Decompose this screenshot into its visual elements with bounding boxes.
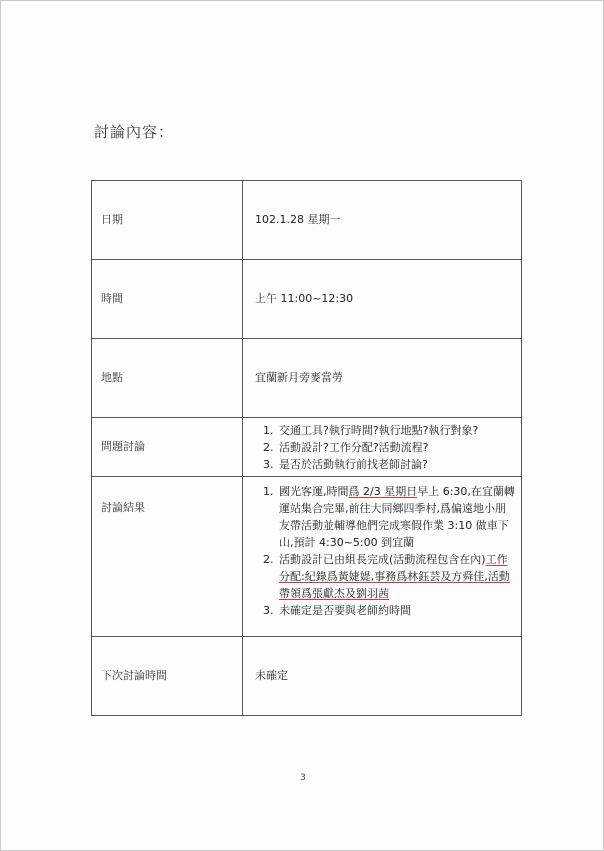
issues-list <box>243 422 521 473</box>
results-list <box>243 483 521 619</box>
place-label: 地點 <box>92 339 243 418</box>
row-issues <box>92 418 522 477</box>
next-discussion-label: 下次討論時間 <box>92 637 243 716</box>
results-value <box>243 477 522 637</box>
list-item: 2. 活動設計?工作分配?活動流程? <box>277 439 515 456</box>
meeting-record-table <box>91 180 522 716</box>
date-label: 日期 <box>92 181 243 260</box>
results-label: 討論結果 <box>92 477 243 637</box>
list-item: 3. 未確定是否要與老師約時間 <box>277 602 515 619</box>
page-number: 3 <box>300 773 306 783</box>
row-results <box>92 477 522 637</box>
row-time <box>92 260 522 339</box>
result-1-part-a: 國光客運,時間 <box>279 485 349 498</box>
section-heading: 討論內容： <box>94 123 175 141</box>
list-item: 3. 是否於活動執行前找老師討論? <box>277 456 515 473</box>
issues-label: 問題討論 <box>92 418 243 477</box>
row-next-discussion <box>92 637 522 716</box>
next-discussion-value: 未確定 <box>243 637 522 716</box>
time-value: 上午 11:00~12:30 <box>243 260 522 339</box>
time-label: 時間 <box>92 260 243 339</box>
date-value: 102.1.28 星期一 <box>243 181 522 260</box>
result-1-part-b: 爲 2/3 星期日 <box>348 485 418 498</box>
row-place <box>92 339 522 418</box>
place-value: 宜蘭新月旁麥當勞 <box>243 339 522 418</box>
row-date <box>92 181 522 260</box>
list-item <box>277 483 515 551</box>
list-item: 1. 交通工具?執行時間?執行地點?執行對象? <box>277 422 515 439</box>
list-item <box>277 551 515 602</box>
result-2-part-b: 工作分配:紀錄爲黃婕媞,事務爲林鈺芸及方舜佳,活動帶領爲張獻杰及劉羽茜 <box>279 553 510 600</box>
result-1-part-c: 早上 6:30,在宜蘭轉運站集合完畢,前往大同鄉四季村,爲偏遠地小朋友帶活動並輔導他們完成寒假作業 3:10 做車下山,預計 4:30~5:00 到宜蘭 <box>279 485 515 549</box>
result-2-part-a: 活動設計已由組長完成(活動流程包含在內) <box>279 553 486 566</box>
issues-value <box>243 418 522 477</box>
